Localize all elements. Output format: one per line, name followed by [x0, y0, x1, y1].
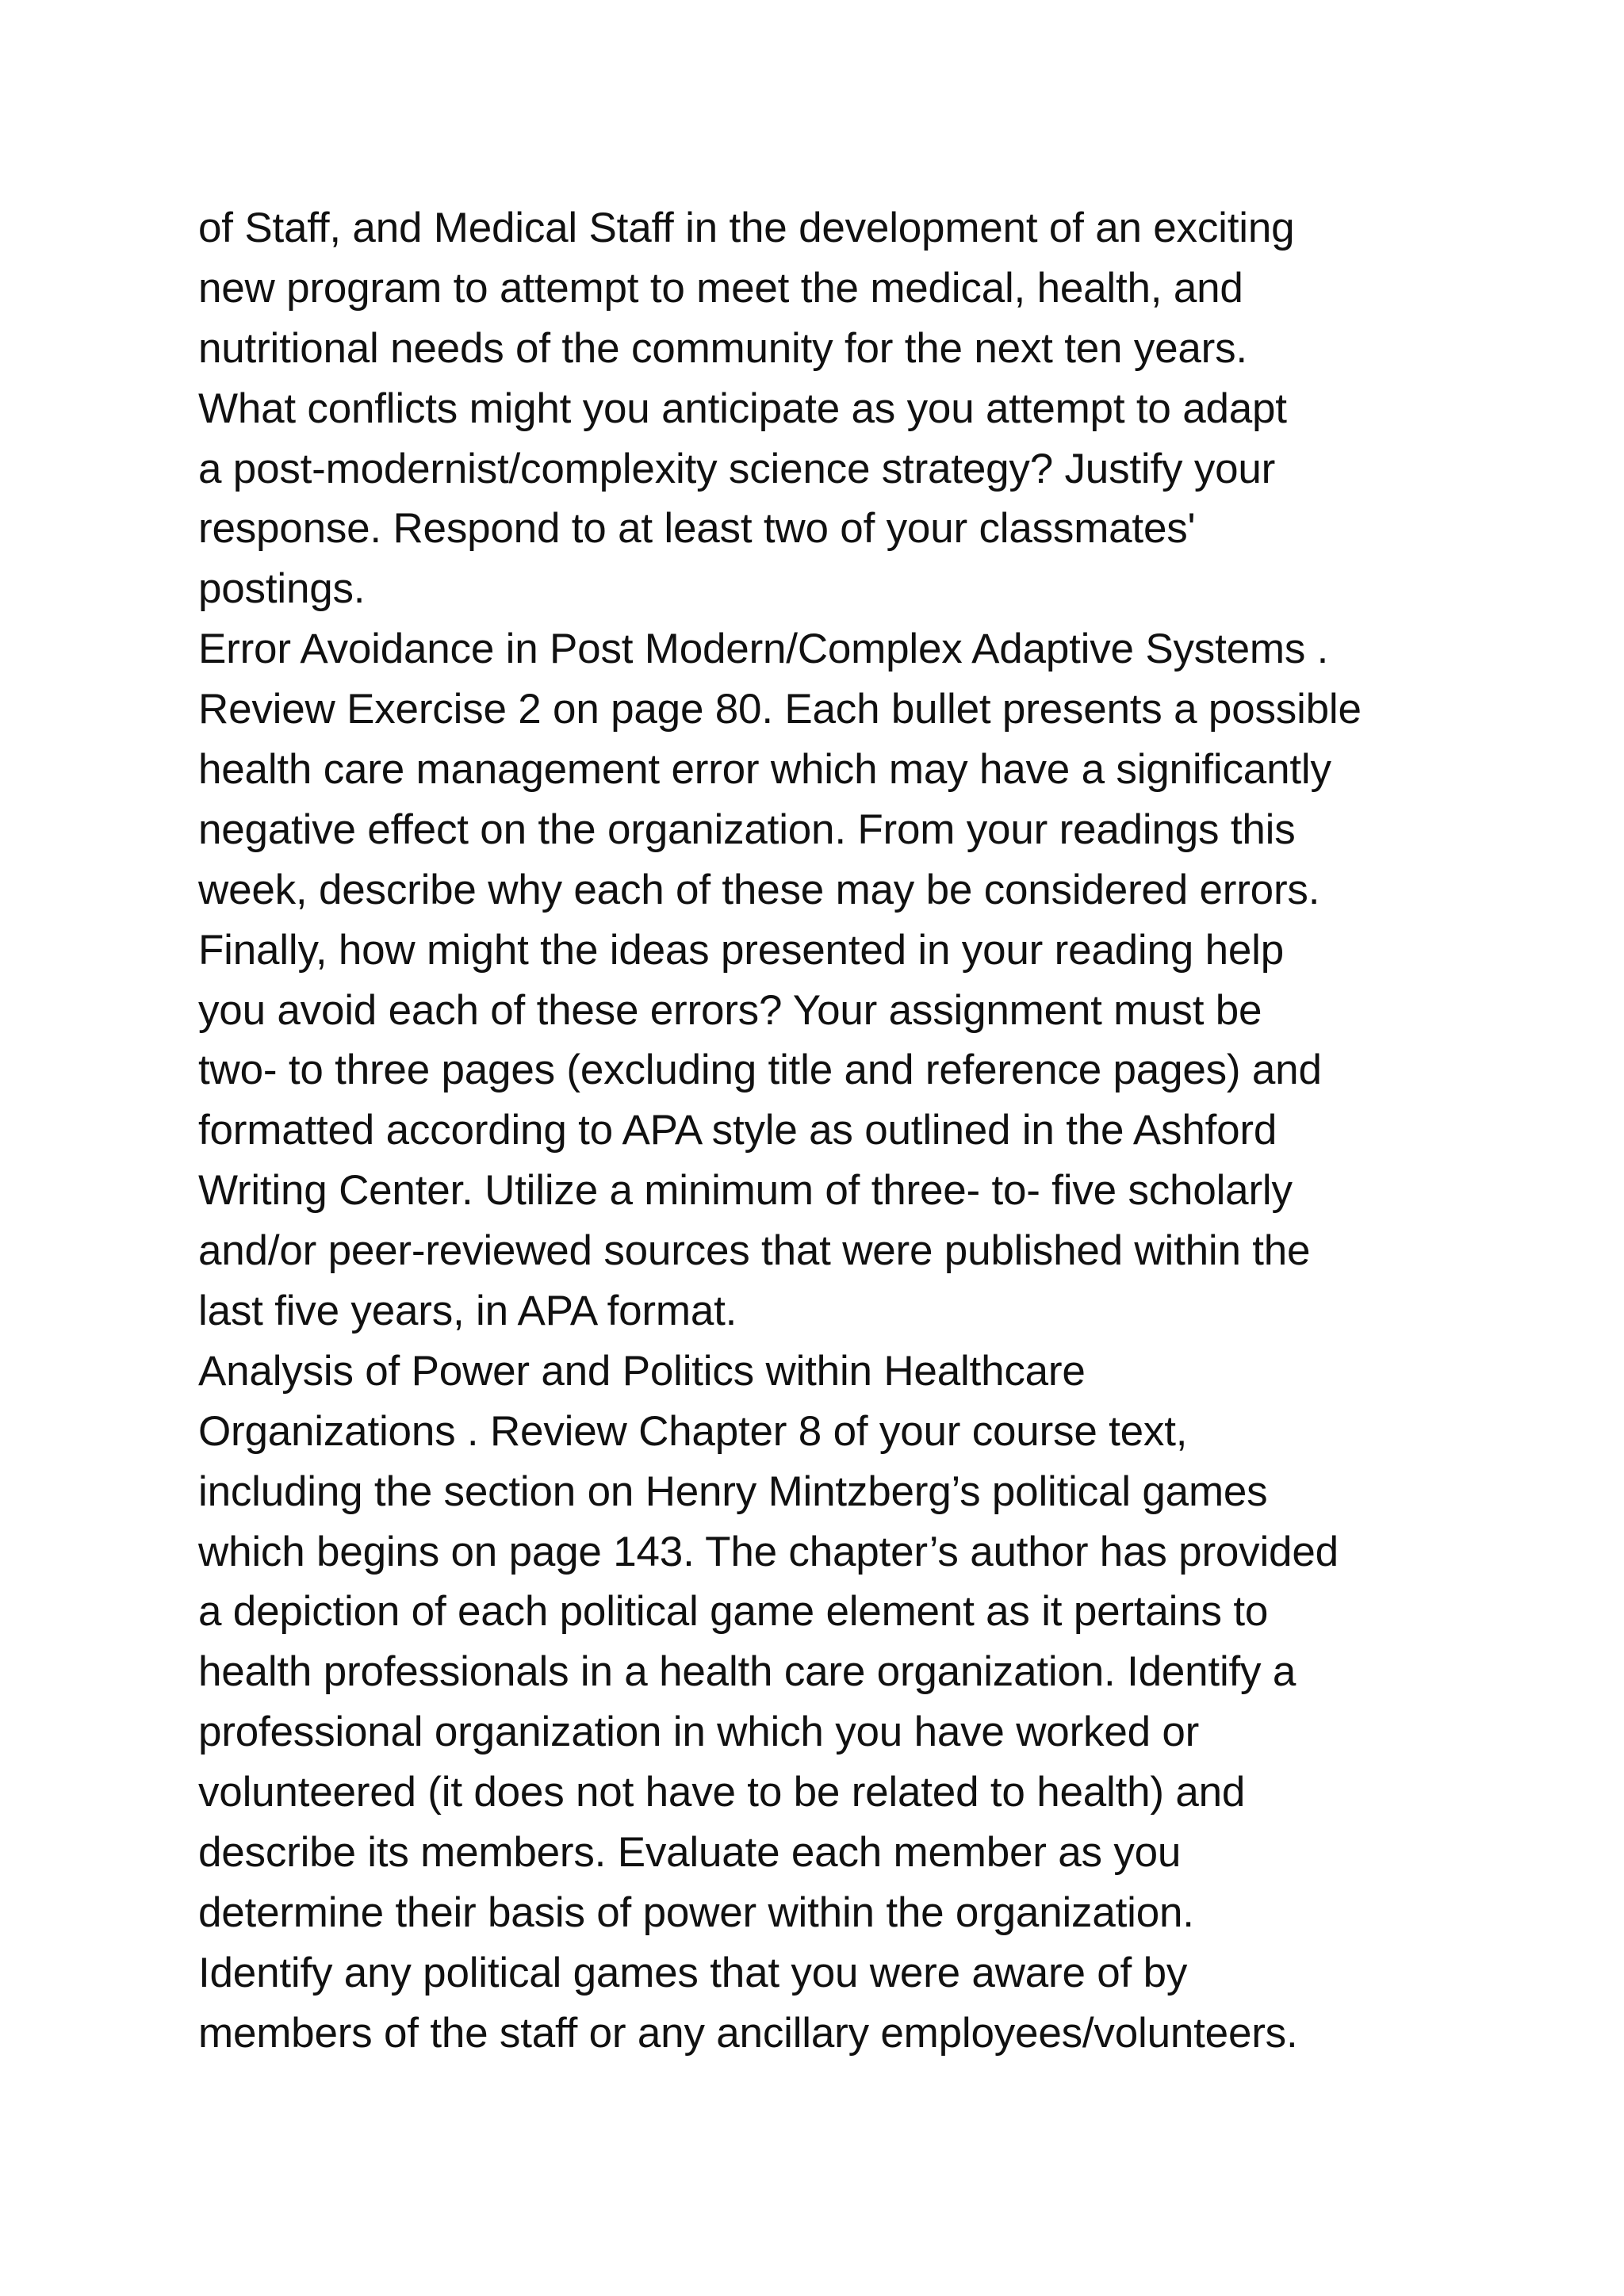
text-line: describe its members. Evaluate each member as you — [198, 1829, 1182, 1877]
text-line: health professionals in a health care organization. Identify a — [198, 1648, 1297, 1696]
text-line: Finally, how might the ideas presented in your reading help — [198, 926, 1284, 974]
text-line: determine their basis of power within the organization. — [198, 1888, 1194, 1936]
text-line: response. Respond to at least two of your classmates' — [198, 505, 1196, 553]
text-line: you avoid each of these errors? Your assignment must be — [198, 986, 1262, 1034]
text-line: a post-modernist/complexity science strategy? Justify your — [198, 445, 1276, 492]
text-line: two- to three pages (excluding title and reference pages) and — [198, 1047, 1322, 1094]
text-line: last five years, in APA format. — [198, 1288, 737, 1335]
text-line: which begins on page 143. The chapter’s author has provided — [198, 1528, 1339, 1575]
text-line: health care management error which may have a significantly — [198, 746, 1331, 794]
text-line: members of the staff or any ancillary employees/volunteers. — [198, 2009, 1298, 2057]
text-line: Identify any political games that you were aware of by — [198, 1949, 1188, 1996]
text-line: volunteered (it does not have to be related to health) and — [198, 1769, 1246, 1816]
text-line: Error Avoidance in Post Modern/Complex Adaptive Systems . — [198, 626, 1329, 673]
text-line: of Staff, and Medical Staff in the development of an exciting — [198, 205, 1295, 251]
text-line: week, describe why each of these may be considered errors. — [198, 866, 1320, 913]
text-line: nutritional needs of the community for the next ten years. — [198, 324, 1247, 372]
text-line: and/or peer-reviewed sources that were published within the — [198, 1227, 1311, 1275]
body-text — [198, 198, 1467, 2064]
text-line: postings. — [198, 565, 366, 613]
text-line: Writing Center. Utilize a minimum of three- to- five scholarly — [198, 1167, 1293, 1215]
text-line: formatted according to APA style as outlined in the Ashford — [198, 1107, 1277, 1154]
text-line: new program to attempt to meet the medical, health, and — [198, 264, 1243, 312]
text-line: What conflicts might you anticipate as you attempt to adapt — [198, 385, 1287, 432]
text-line: negative effect on the organization. From your readings this — [198, 806, 1296, 853]
text-line: professional organization in which you have worked or — [198, 1709, 1200, 1756]
text-line: Analysis of Power and Politics within Healthcare — [198, 1347, 1086, 1395]
text-line: Organizations . Review Chapter 8 of your course text, — [198, 1407, 1188, 1455]
text-line: including the section on Henry Mintzberg’s political games — [198, 1468, 1268, 1515]
text-line: Review Exercise 2 on page 80. Each bullet presents a possible — [198, 686, 1362, 733]
text-line: a depiction of each political game element as it pertains to — [198, 1588, 1269, 1636]
